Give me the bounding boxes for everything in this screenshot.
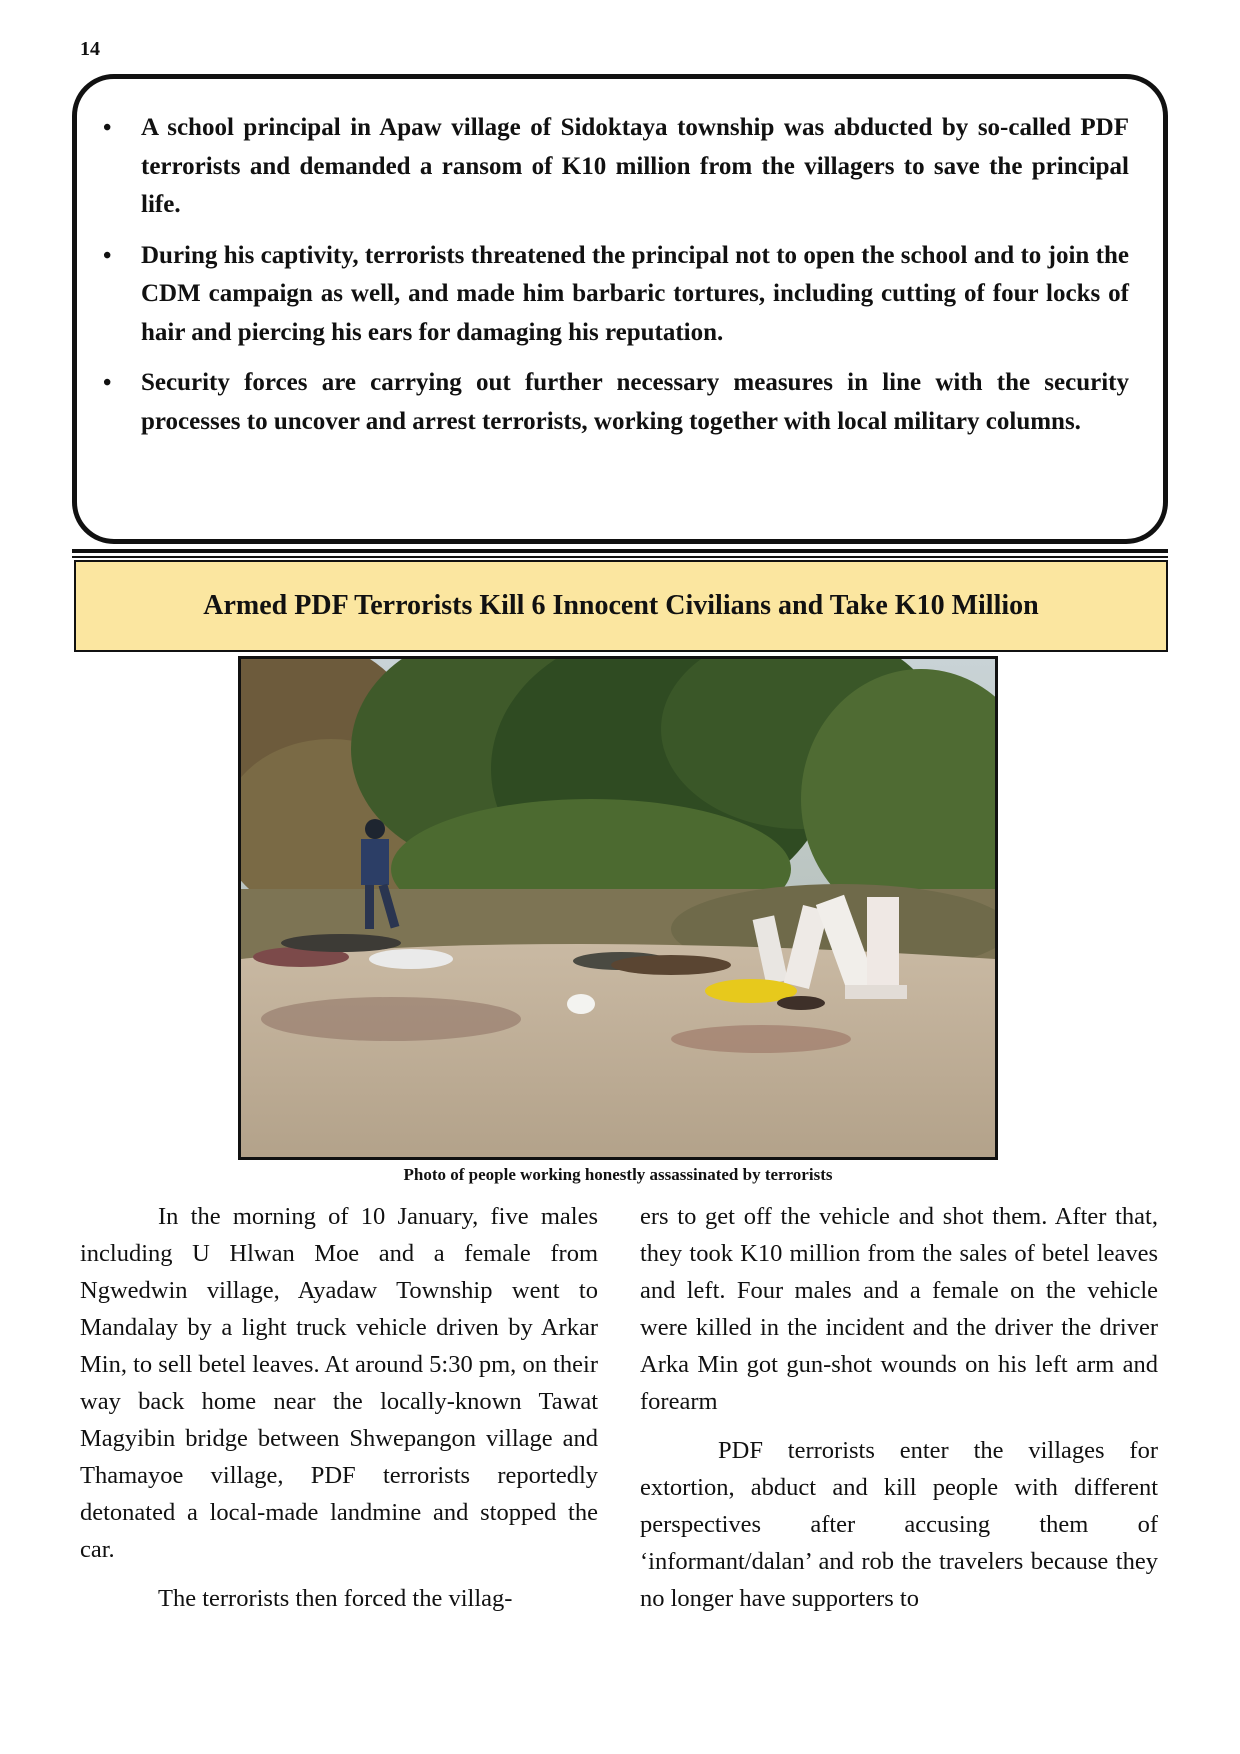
bullet-item: • A school principal in Apaw village of Sidoktaya township was abducted by so-called PDF terrorists and demanded a ransom of K10 million from the villagers to save the principal life. [141,109,1129,225]
summary-bullet-list [141,109,1129,441]
article-headline: Armed PDF Terrorists Kill 6 Innocent Civilians and Take K10 Million [74,560,1168,652]
paragraph: PDF terrorists enter the villages for extortion, abduct and kill people with different perspectives after accusing them of ‘informant/dalan’ and rob the travelers because they no longer have supporters to [640,1437,1158,1612]
bullet-item: • Security forces are carrying out further necessary measures in line with the security processes to uncover and arrest terrorists, working together with local military columns. [141,364,1129,441]
divider-thin [72,556,1168,558]
paragraph: In the morning of 10 January, five males including U Hlwan Moe and a female from Ngwedwin village, Ayadaw Township went to Mandalay by a light truck vehicle driven by Arkar Min, to sell betel leaves. At around 5:30 pm, on their way back home near the locally-known Tawat Magyibin bridge between Shwepangon village and Thamayoe village, PDF terrorists reportedly detonated a local-made landmine and stopped the car. [80,1203,598,1563]
article-photo [238,656,998,1160]
paragraph: The terrorists then forced the villag- [158,1585,513,1612]
summary-bullet-box [72,74,1168,544]
divider-thick [72,549,1168,553]
article-column-right [640,1198,1158,1629]
bullet-item: • During his captivity, terrorists threatened the principal not to open the school and to join the CDM campaign as well, and made him barbaric tortures, including cutting of four locks of hair and piercing his ears for damaging his reputation. [141,237,1129,353]
photo-caption: Photo of people working honestly assassinated by terrorists [403,1165,833,1184]
paragraph: ers to get off the vehicle and shot them. After that, they took K10 million from the sales of betel leaves and left. Four males and a female on the vehicle were killed in the incident and the driver the driver Arka Min got gun-shot wounds on his left arm and forearm [640,1203,1158,1415]
article-column-left [80,1198,598,1629]
roadside-scene-image [241,659,995,1157]
page-number: 14 [80,38,100,60]
